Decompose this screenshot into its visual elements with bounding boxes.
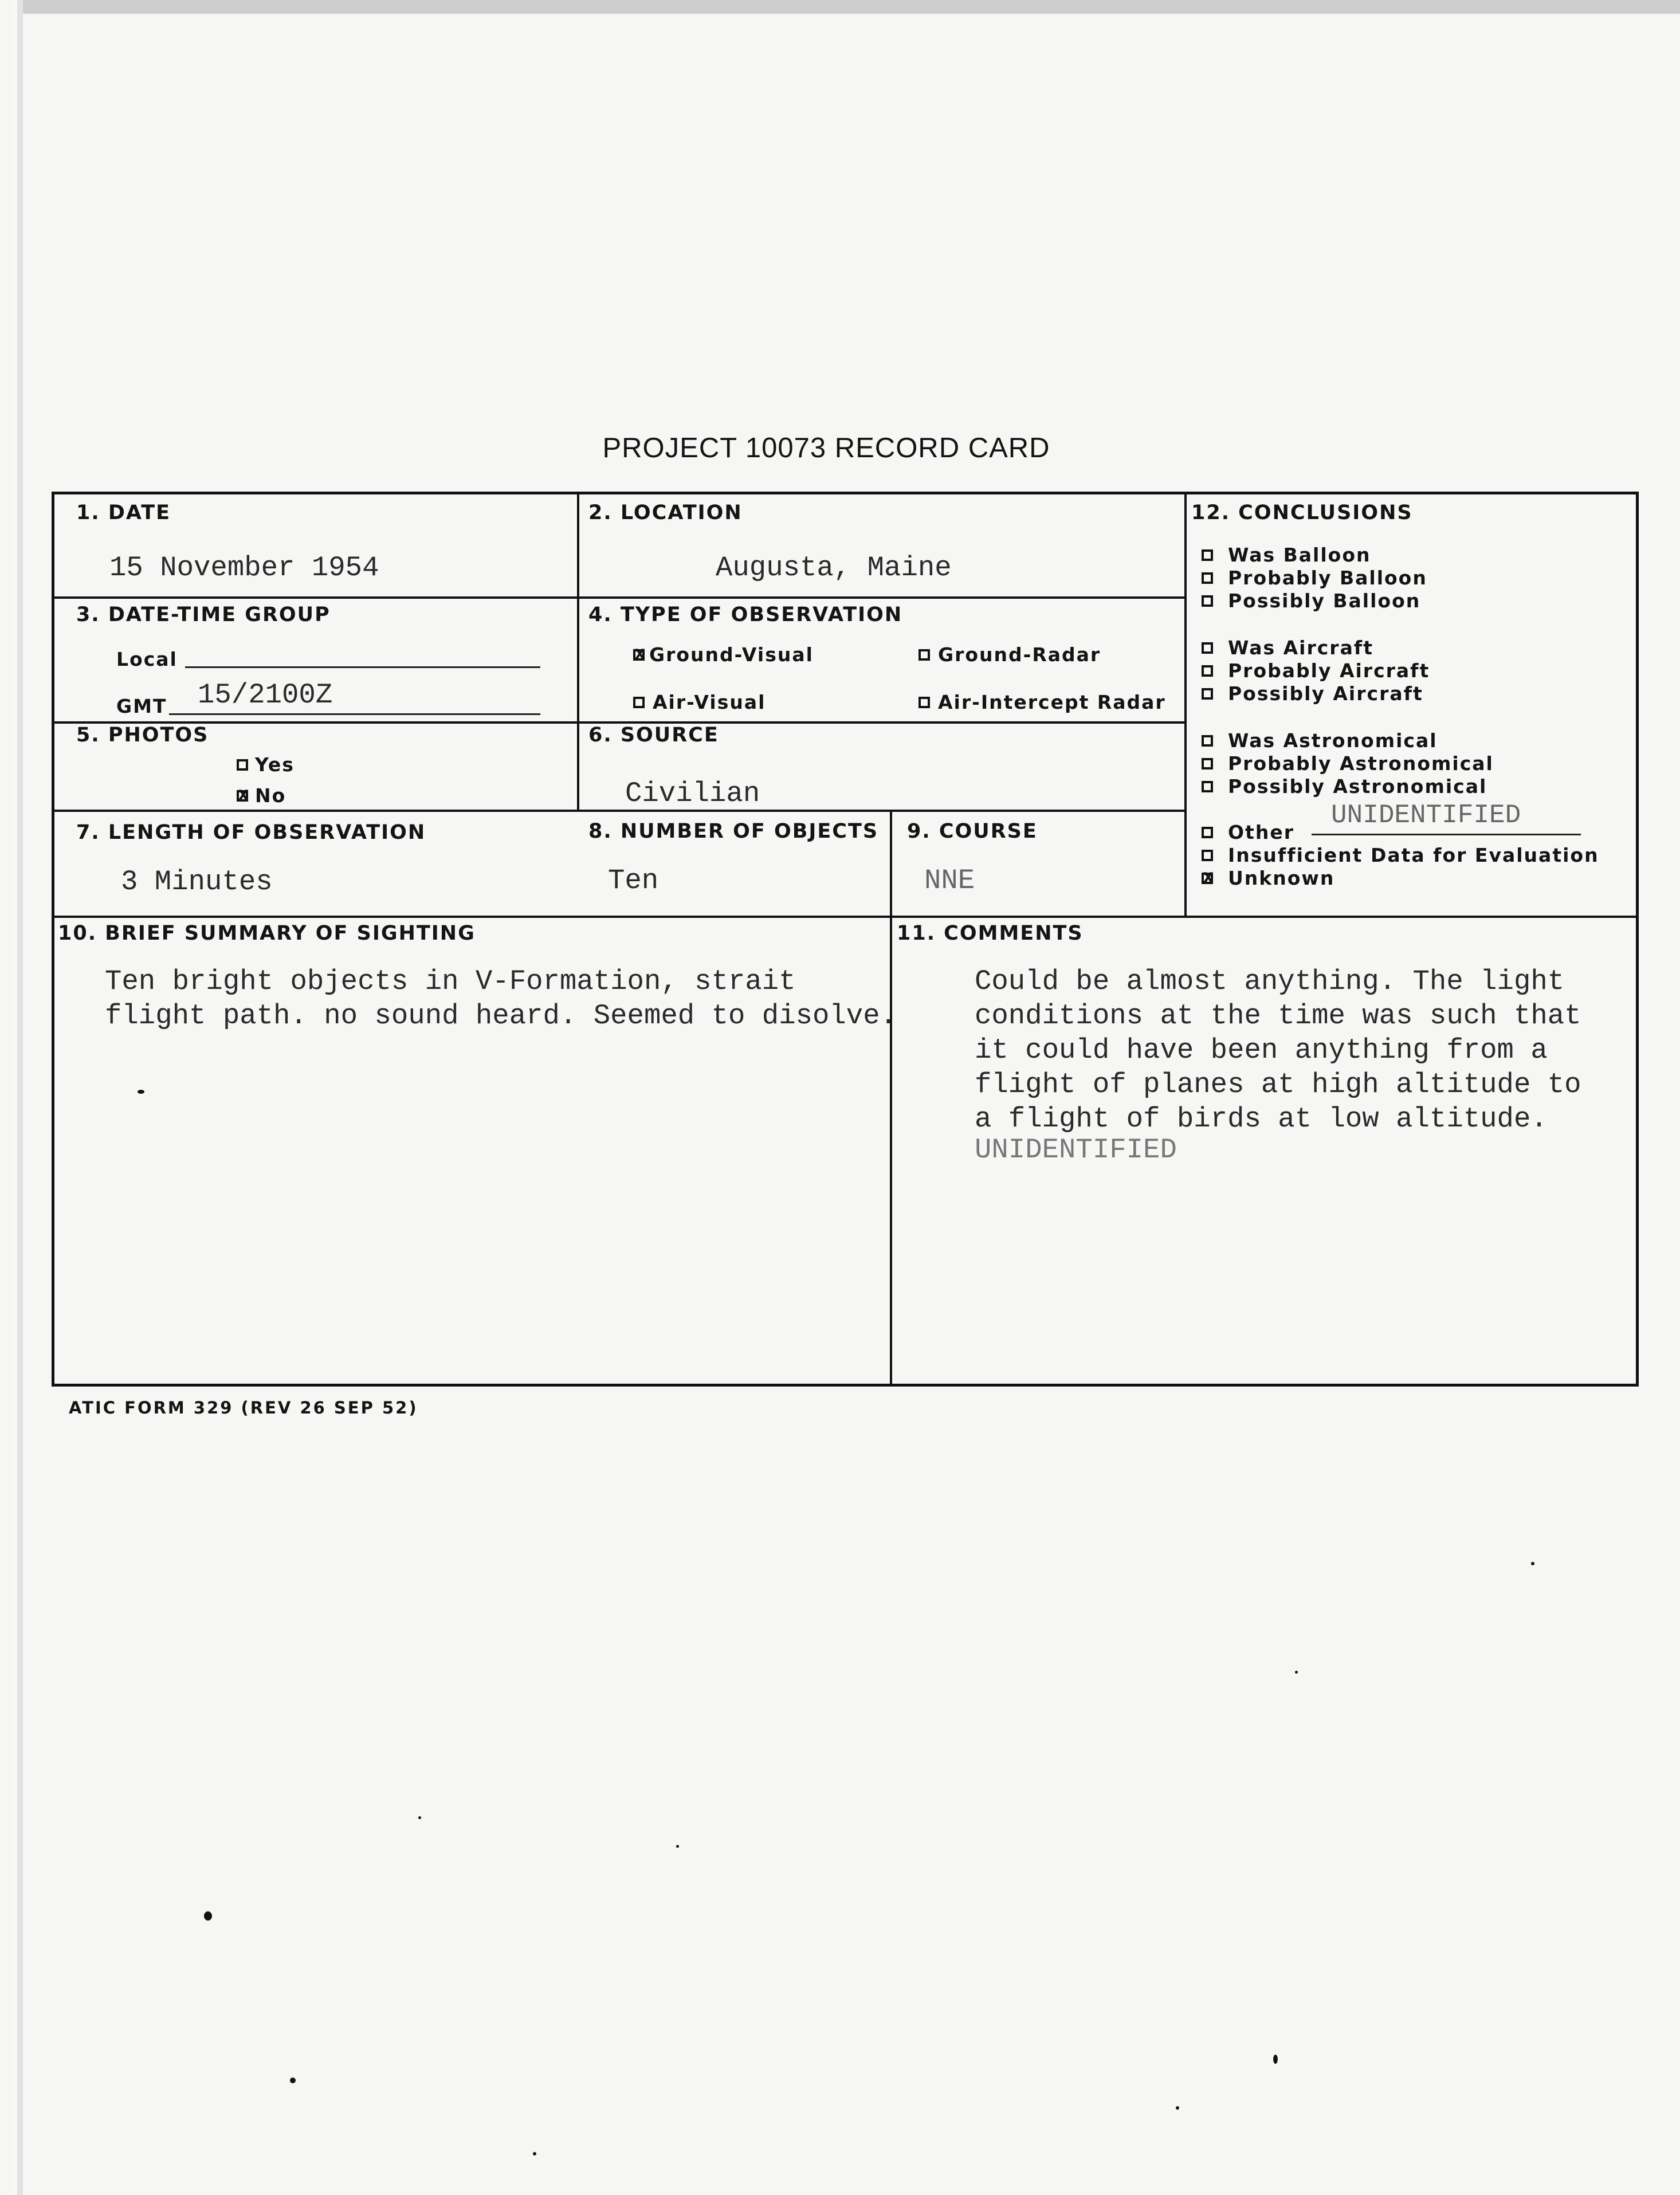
scan-speck [1273,2055,1278,2064]
comments-line-4: flight of planes at high altitude to [975,1069,1581,1101]
course-value: NNE [924,865,975,897]
checkbox-icon[interactable] [237,759,248,771]
conclusion-other-underline [1312,834,1581,835]
objects-label: 8. NUMBER OF OBJECTS [588,820,879,843]
local-label: Local [116,648,178,670]
scan-speck [676,1845,679,1848]
divider-v2 [1184,494,1187,916]
conclusion-other-value: UNIDENTIFIED [1331,800,1521,830]
length-label: 7. LENGTH OF OBSERVATION [76,821,426,844]
scan-speck [418,1816,421,1819]
photos-option-label: Yes [255,753,295,776]
divider-v3 [890,810,892,1384]
scan-edge-top [17,0,1680,14]
conclusion-label: Possibly Balloon [1228,590,1421,612]
objects-value: Ten [608,865,659,897]
checkbox-icon[interactable] [1202,781,1213,792]
photos-label: 5. PHOTOS [76,724,209,747]
gmt-label: GMT [116,695,167,717]
conclusion-label: Other [1228,821,1294,843]
conclusion-possibly-astronomical[interactable] [1202,775,1487,798]
location-value: Augusta, Maine [716,552,952,584]
comments-line-2: conditions at the time was such that [975,1000,1581,1032]
conclusion-insufficient-data[interactable] [1202,844,1599,866]
page-title: PROJECT 10073 RECORD CARD [602,433,1050,464]
checkbox-icon[interactable] [1202,688,1213,700]
divider-h3 [54,810,1186,812]
scan-speck [138,1090,144,1094]
checkbox-icon[interactable] [1202,735,1213,747]
conclusion-probably-balloon[interactable] [1202,567,1427,589]
checkbox-icon[interactable] [237,790,248,802]
local-underline [185,666,540,668]
conclusion-label: Was Aircraft [1228,637,1373,659]
checkbox-icon[interactable] [1202,850,1213,861]
conclusion-possibly-balloon[interactable] [1202,590,1420,612]
summary-line-1: Ten bright objects in V-Formation, strait [105,965,796,998]
conclusion-label: Insufficient Data for Evaluation [1228,844,1599,866]
conclusion-label: Probably Aircraft [1228,659,1430,682]
scan-speck [290,2078,296,2083]
length-value: 3 Minutes [121,866,273,898]
checkbox-icon[interactable] [918,697,930,708]
scan-speck [1295,1671,1298,1674]
location-label: 2. LOCATION [588,501,743,524]
scan-edge-left [17,0,23,2195]
conclusion-label: Possibly Aircraft [1228,682,1423,705]
conclusion-label: Unknown [1228,867,1335,889]
scan-speck [1531,1562,1534,1565]
divider-h4 [54,916,1637,918]
source-value: Civilian [625,778,760,810]
conclusion-unknown[interactable] [1202,867,1334,889]
obs-option-label: Air-Visual [653,691,766,713]
checkbox-icon[interactable] [1202,758,1213,769]
divider-h1 [54,596,1186,599]
obs-option-ground-radar[interactable] [918,643,1101,666]
conclusion-probably-astronomical[interactable] [1202,752,1494,775]
photos-option-label: No [255,784,286,807]
photos-option-yes[interactable] [237,753,295,776]
divider-v1 [577,494,579,810]
checkbox-icon[interactable] [633,649,645,661]
conclusion-label: Probably Balloon [1228,567,1427,589]
observation-label: 4. TYPE OF OBSERVATION [588,603,903,626]
scan-speck [204,1911,212,1921]
gmt-value: 15/2100Z [198,679,333,711]
scan-speck [1176,2106,1179,2110]
checkbox-icon[interactable] [1202,572,1213,584]
checkbox-icon[interactable] [633,697,645,708]
obs-option-air-visual[interactable] [633,691,766,713]
comments-line-6: UNIDENTIFIED [975,1134,1177,1166]
conclusion-was-balloon[interactable] [1202,544,1371,566]
date-label: 1. DATE [76,501,171,524]
obs-option-air-intercept-radar[interactable] [918,691,1166,713]
checkbox-icon[interactable] [1202,665,1213,677]
obs-option-label: Ground-Radar [938,643,1101,666]
conclusion-label: Probably Astronomical [1228,752,1494,775]
dtg-label: 3. DATE-TIME GROUP [76,603,331,626]
checkbox-icon[interactable] [1202,873,1213,884]
course-label: 9. COURSE [907,820,1038,843]
checkbox-icon[interactable] [918,649,930,661]
obs-option-ground-visual[interactable] [633,643,814,666]
conclusion-was-astronomical[interactable] [1202,729,1438,752]
conclusion-other[interactable] [1202,821,1294,843]
gmt-underline [169,713,540,715]
obs-option-label: Air-Intercept Radar [938,691,1166,713]
conclusions-label: 12. CONCLUSIONS [1191,501,1413,524]
form-footer: ATIC FORM 329 (REV 26 SEP 52) [69,1398,418,1417]
source-label: 6. SOURCE [588,724,719,747]
conclusion-label: Was Astronomical [1228,729,1438,752]
checkbox-icon[interactable] [1202,549,1213,561]
conclusion-probably-aircraft[interactable] [1202,659,1430,682]
conclusion-label: Possibly Astronomical [1228,775,1487,798]
date-value: 15 November 1954 [109,552,379,584]
summary-label: 10. BRIEF SUMMARY OF SIGHTING [58,922,476,945]
conclusion-label: Was Balloon [1228,544,1371,566]
summary-line-2: flight path. no sound heard. Seemed to disolve. [105,1000,897,1032]
comments-line-3: it could have been anything from a [975,1034,1548,1066]
conclusion-was-aircraft[interactable] [1202,637,1373,659]
record-card [52,492,1639,1387]
scan-speck [533,2152,536,2155]
comments-line-1: Could be almost anything. The light [975,965,1565,998]
comments-label: 11. COMMENTS [897,922,1084,945]
obs-option-label: Ground-Visual [649,643,814,666]
checkbox-icon[interactable] [1202,827,1213,838]
conclusion-possibly-aircraft[interactable] [1202,682,1423,705]
checkbox-icon[interactable] [1202,642,1213,654]
checkbox-icon[interactable] [1202,595,1213,607]
comments-line-5: a flight of birds at low altitude. [975,1103,1548,1135]
photos-option-no[interactable] [237,784,286,807]
